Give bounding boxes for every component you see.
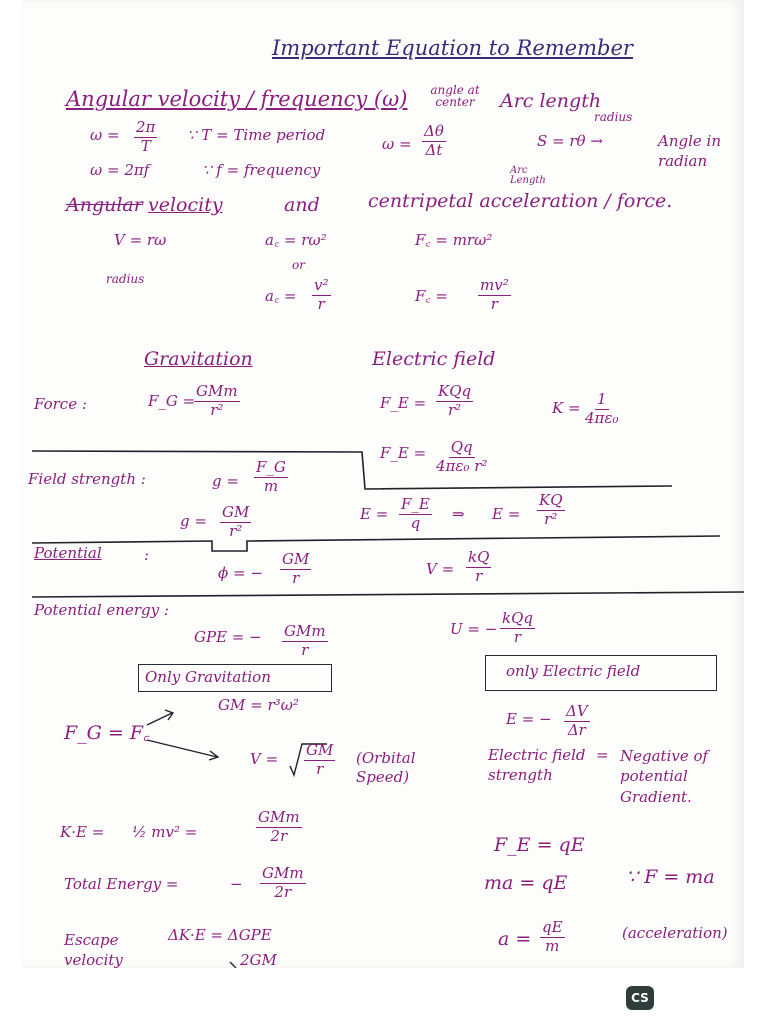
sqrt-sign-escape	[230, 962, 236, 968]
fe-equals-qe: F_E = qE	[494, 834, 585, 856]
omega-eq1-note: ∵ T = Time period	[187, 126, 326, 144]
angle-at-center-note: angle at center	[430, 83, 480, 109]
g1-fraction: $\frac{F\_G}{m}$	[256, 458, 286, 495]
total-energy-minus: −	[230, 875, 243, 893]
orbital-v-lhs: V =	[250, 750, 279, 768]
g2-lhs: g =	[180, 512, 207, 530]
negative-potential-gradient: Negative of potential Gradient.	[620, 747, 709, 806]
gm-r3-omega2: GM = r³ω²	[218, 696, 299, 714]
arc-length-note: Arc Length	[510, 165, 546, 186]
escape-next-line: 2GM	[240, 951, 277, 969]
u-lhs: U = −	[450, 620, 498, 638]
total-energy-label: Total Energy =	[64, 875, 179, 893]
fc-fraction: $\frac{\text{mv²}}{r}$	[480, 276, 509, 313]
or-text: or	[292, 258, 305, 272]
orbital-speed-note: (Orbital Speed)	[356, 749, 416, 786]
escape-energy-eq: ΔK·E = ΔGPE	[168, 926, 272, 944]
e2-fraction: $\frac{KQ}{\text{r²}}$	[539, 491, 563, 528]
gpe-fraction: GMm r	[284, 622, 326, 659]
fg-fraction: GMm r²	[196, 382, 238, 419]
velocity-heading-struck: Angular	[66, 194, 143, 216]
radius-note: radius	[106, 272, 145, 286]
u-fraction: kQq r	[502, 609, 533, 646]
angular-heading: Angular velocity / frequency (ω)	[66, 87, 408, 111]
v-eq-r-omega: V = rω	[114, 231, 167, 249]
force-label: Force :	[34, 395, 87, 413]
a-lhs: a =	[498, 928, 532, 950]
ke-fraction: GMm 2r	[258, 808, 300, 845]
phi-fraction: $\frac{GM}{r}$	[282, 550, 310, 587]
potential-energy-label: Potential energy :	[34, 601, 169, 619]
arc-length-heading: Arc length	[500, 90, 602, 112]
fe1-lhs: F_E =	[380, 394, 427, 412]
centripetal-heading: centripetal acceleration / force.	[368, 190, 673, 212]
velocity-and: and	[284, 194, 320, 216]
orbital-v-fraction: $\frac{GM}{r}$	[306, 741, 334, 778]
total-energy-fraction: GMm 2r	[262, 864, 304, 901]
acceleration-note: (acceleration)	[622, 924, 728, 942]
fc-eq-mr-omega: F꜀ = mrω²	[415, 231, 493, 249]
potential-colon: :	[144, 546, 150, 564]
fc-lhs: F꜀ =	[415, 287, 448, 305]
only-electric-field-label: only Electric field	[506, 662, 641, 680]
electric-field-heading: Electric field	[372, 348, 496, 370]
ac-lhs: a꜀ =	[265, 287, 297, 305]
v-potential-fraction: $\frac{kQ}{r}$	[468, 548, 490, 585]
velocity-heading: velocity	[148, 194, 223, 216]
omega-eq2-note: ∵ f = frequency	[202, 161, 321, 179]
a-fraction: $\frac{qE}{m}$	[542, 918, 563, 955]
gpe-lhs: GPE = −	[194, 628, 262, 646]
g2-fraction: $\frac{GM}{\text{r²}}$	[222, 503, 250, 540]
e2-lhs: E =	[492, 505, 521, 523]
only-gravitation-label: Only Gravitation	[145, 668, 271, 686]
e-gradient-lhs: E = −	[506, 710, 552, 728]
ma-equals-qe: ma = qE	[484, 872, 568, 894]
fg-lhs: F_G =	[148, 392, 196, 410]
electric-field-equals: =	[596, 746, 609, 764]
divider-potential	[32, 536, 720, 551]
divider-potential-energy	[32, 592, 744, 597]
f-equals-ma-note: ∵ F = ma	[626, 866, 715, 888]
field-strength-label: Field strength :	[28, 470, 146, 488]
g1-lhs: g =	[212, 472, 239, 490]
omega-eq1-lhs: ω =	[90, 126, 120, 144]
ke-lhs: K·E =	[60, 823, 105, 841]
angle-in-radian-note: Angle in radian	[658, 132, 721, 170]
page-title: Important Equation to Remember	[272, 36, 633, 60]
phi-lhs: ϕ = −	[218, 564, 263, 582]
fe2-lhs: F_E =	[380, 444, 427, 462]
only-gravitation-box	[138, 664, 332, 692]
fe2-fraction: $\frac{Qq}{\text{4πε₀ r²}}$	[436, 438, 488, 475]
fe1-fraction: KQq r²	[438, 382, 472, 419]
omega-delta-fraction: $\frac{\Delta\theta}{\Delta t}$	[424, 122, 444, 159]
camscanner-logo: CS	[626, 986, 654, 1010]
e1-fraction: $\frac{F\_E}{q}$	[401, 495, 430, 532]
e-gradient-fraction: $\frac{\Delta V}{\Delta r}$	[566, 702, 588, 739]
omega-eq2: ω = 2πf	[90, 161, 150, 179]
e-implies-arrow: ⇒	[452, 505, 465, 523]
arc-length-eq: S = rθ →	[537, 132, 603, 150]
k-lhs: K =	[552, 399, 581, 417]
omega-delta-lhs: ω =	[382, 135, 412, 153]
v-potential-lhs: V =	[426, 560, 455, 578]
ac-fraction: $\frac{\text{v²}}{r}$	[314, 276, 329, 313]
arrow-down-line	[147, 740, 217, 757]
electric-field-strength-label: Electric field strength	[488, 746, 586, 784]
ac-eq-r-omega: a꜀ = rω²	[265, 231, 327, 249]
e1-lhs: E =	[360, 505, 389, 523]
k-fraction: $\frac{1}{\text{4πε₀}}$	[585, 390, 619, 427]
ke-half-mv2: ½ mv² =	[132, 823, 198, 841]
only-electric-field-box	[485, 655, 717, 691]
potential-label: Potential	[34, 544, 102, 562]
gravitation-heading: Gravitation	[144, 348, 253, 370]
escape-velocity-label: Escape velocity	[64, 931, 123, 970]
fg-equals-fc: F_G = F꜀	[64, 722, 150, 744]
arc-radius-note: radius	[594, 110, 633, 124]
omega-eq1-fraction: $\frac{2\pi}{T}$	[136, 118, 156, 155]
notes-page	[22, 0, 744, 968]
